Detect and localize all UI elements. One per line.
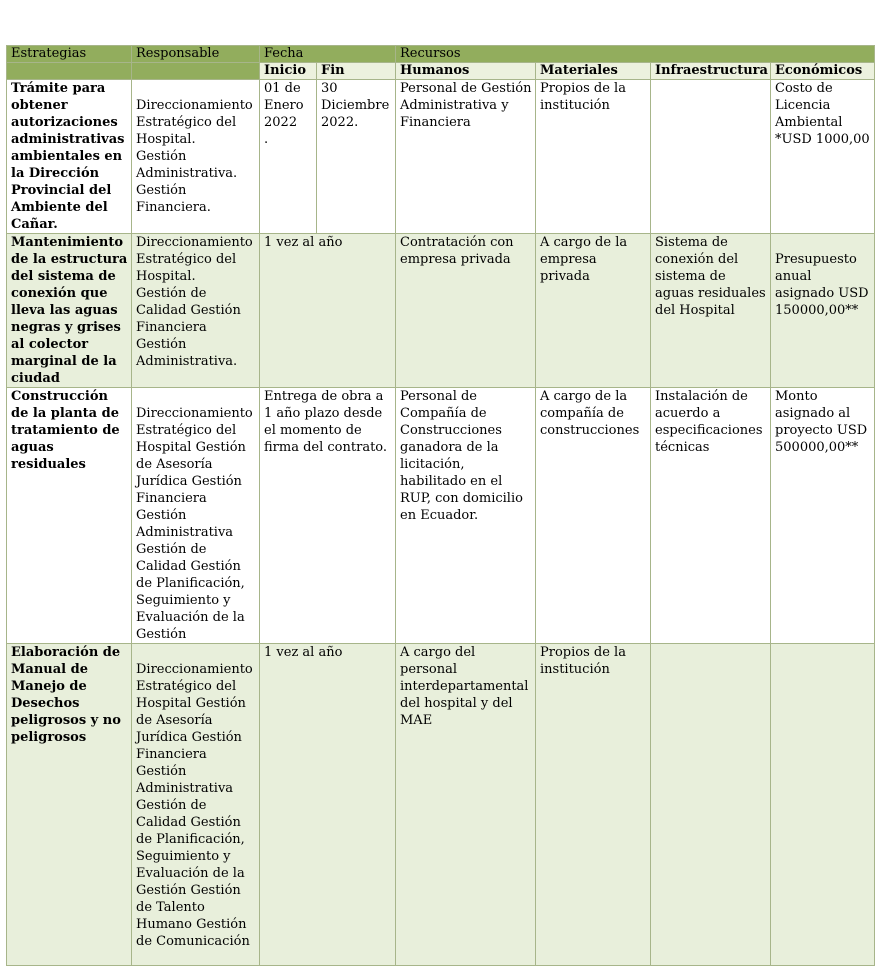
materiales-cell: A cargo de la empresa privada: [536, 234, 651, 388]
table-row: [7, 80, 875, 234]
humanos-cell: A cargo del personal interdepartamental del hospital y del MAE: [396, 644, 536, 966]
header-row-1: [7, 46, 875, 63]
header-responsable: Responsable: [132, 46, 260, 63]
materiales-cell: Propios de la institución: [536, 644, 651, 966]
responsable-cell: Direccionamiento Estratégico del Hospital Gestión de Asesoría Jurídica Gestión Financiera Gestión Administrativa Gestión de Calidad Gestión de Planificación, Seguimiento y Evaluación de la Gestión Gestión de Talento Humano Gestión de Comunicación: [132, 644, 260, 966]
infraestructura-cell: Sistema de conexión del sistema de aguas residuales del Hospital: [651, 234, 771, 388]
header-fin: Fin: [317, 63, 396, 80]
fin-cell: 30 Diciembre 2022.: [317, 80, 396, 234]
header-row-2: [7, 63, 875, 80]
header-economicos: Económicos: [771, 63, 875, 80]
strategies-table: [6, 45, 875, 966]
header-infraestructura: Infraestructura: [651, 63, 771, 80]
fecha-cell: 1 vez al año: [260, 234, 396, 388]
materiales-cell: A cargo de la compañía de construcciones: [536, 388, 651, 644]
economicos-cell: [771, 644, 875, 966]
header-inicio: Inicio: [260, 63, 317, 80]
responsable-cell: Direccionamiento Estratégico del Hospital. Gestión Administrativa. Gestión Financiera.: [132, 80, 260, 234]
header-materiales: Materiales: [536, 63, 651, 80]
humanos-cell: Personal de Gestión Administrativa y Financiera: [396, 80, 536, 234]
fecha-cell: 1 vez al año: [260, 644, 396, 966]
infraestructura-cell: [651, 644, 771, 966]
header-blank-2: [132, 63, 260, 80]
estrategia-cell: Mantenimiento de la estructura del sistema de conexión que lleva las aguas negras y grises al colector marginal de la ciudad: [7, 234, 132, 388]
header-estrategias: Estrategias: [7, 46, 132, 63]
estrategia-cell: Trámite para obtener autorizaciones administrativas ambientales en la Dirección Provincial del Ambiente del Cañar.: [7, 80, 132, 234]
economicos-cell: Monto asignado al proyecto USD 500000,00**: [771, 388, 875, 644]
materiales-cell: Propios de la institución: [536, 80, 651, 234]
inicio-cell: 01 de Enero 2022 .: [260, 80, 317, 234]
infraestructura-cell: Instalación de acuerdo a especificaciones técnicas: [651, 388, 771, 644]
infraestructura-cell: [651, 80, 771, 234]
header-humanos: Humanos: [396, 63, 536, 80]
header-recursos: Recursos: [396, 46, 875, 63]
estrategia-cell: Elaboración de Manual de Manejo de Desechos peligrosos y no peligrosos: [7, 644, 132, 966]
fecha-cell: Entrega de obra a 1 año plazo desde el momento de firma del contrato.: [260, 388, 396, 644]
header-blank-1: [7, 63, 132, 80]
humanos-cell: Personal de Compañía de Construcciones ganadora de la licitación, habilitado en el RUP, con domicilio en Ecuador.: [396, 388, 536, 644]
table-row: [7, 234, 875, 388]
table-row: [7, 388, 875, 644]
economicos-cell: Costo de Licencia Ambiental *USD 1000,00: [771, 80, 875, 234]
economicos-cell: Presupuesto anual asignado USD 150000,00**: [771, 234, 875, 388]
humanos-cell: Contratación con empresa privada: [396, 234, 536, 388]
table-row: [7, 644, 875, 966]
header-fecha: Fecha: [260, 46, 396, 63]
estrategia-cell: Construcción de la planta de tratamiento de aguas residuales: [7, 388, 132, 644]
responsable-cell: Direccionamiento Estratégico del Hospital. Gestión de Calidad Gestión Financiera Gestión Administrativa.: [132, 234, 260, 388]
responsable-cell: Direccionamiento Estratégico del Hospital Gestión de Asesoría Jurídica Gestión Financiera Gestión Administrativa Gestión de Calidad Gestión de Planificación, Seguimiento y Evaluación de la Gestión: [132, 388, 260, 644]
